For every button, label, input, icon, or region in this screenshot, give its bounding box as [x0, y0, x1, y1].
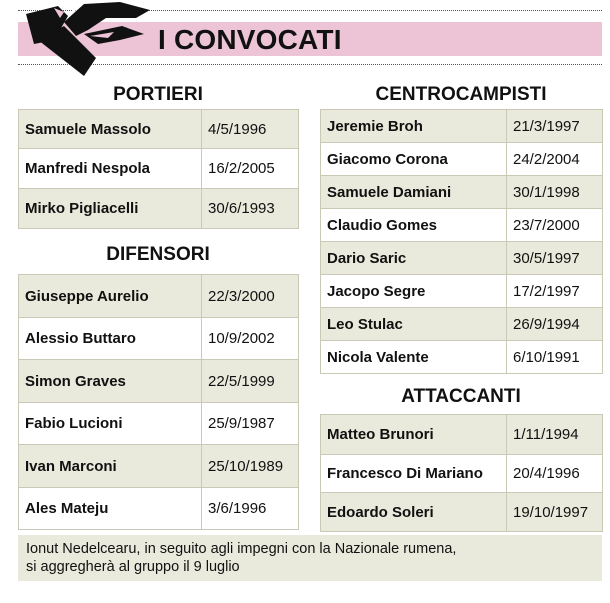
player-name: Francesco Di Mariano — [321, 455, 507, 493]
table-row — [19, 149, 299, 189]
table-row — [19, 189, 299, 229]
player-name: Giuseppe Aurelio — [19, 275, 202, 318]
table-row — [321, 308, 603, 341]
player-name: Dario Saric — [321, 242, 507, 275]
table-row — [19, 318, 299, 360]
table-centrocampisti — [320, 109, 603, 374]
table-portieri — [18, 109, 299, 229]
player-birthdate: 23/7/2000 — [507, 209, 603, 242]
player-name: Ivan Marconi — [19, 445, 202, 488]
player-name: Samuele Massolo — [19, 110, 202, 149]
table-row — [321, 176, 603, 209]
player-birthdate: 1/11/1994 — [507, 415, 603, 455]
table-row — [19, 360, 299, 403]
player-name: Nicola Valente — [321, 341, 507, 374]
player-birthdate: 24/2/2004 — [507, 143, 603, 176]
table-row — [19, 403, 299, 445]
player-birthdate: 3/6/1996 — [202, 488, 299, 530]
player-name: Claudio Gomes — [321, 209, 507, 242]
player-name: Simon Graves — [19, 360, 202, 403]
table-difensori — [18, 274, 299, 530]
table-row — [321, 415, 603, 455]
player-birthdate: 6/10/1991 — [507, 341, 603, 374]
page-title: I CONVOCATI — [158, 24, 342, 55]
section-title-attaccanti: ATTACCANTI — [401, 386, 521, 407]
table-row — [321, 455, 603, 493]
section-title-centrocampisti: CENTROCAMPISTI — [375, 84, 547, 105]
player-name: Giacomo Corona — [321, 143, 507, 176]
player-birthdate: 26/9/1994 — [507, 308, 603, 341]
player-birthdate: 30/5/1997 — [507, 242, 603, 275]
player-name: Edoardo Soleri — [321, 493, 507, 532]
player-name: Alessio Buttaro — [19, 318, 202, 360]
player-birthdate: 30/1/1998 — [507, 176, 603, 209]
player-birthdate: 20/4/1996 — [507, 455, 603, 493]
player-birthdate: 25/9/1987 — [202, 403, 299, 445]
table-row — [19, 445, 299, 488]
player-birthdate: 21/3/1997 — [507, 110, 603, 143]
player-birthdate: 22/3/2000 — [202, 275, 299, 318]
footnote-line: Ionut Nedelcearu, in seguito agli impegni con la Nazionale rumena, — [26, 541, 457, 557]
player-name: Fabio Lucioni — [19, 403, 202, 445]
table-row — [321, 209, 603, 242]
footnote — [18, 535, 602, 581]
player-birthdate: 19/10/1997 — [507, 493, 603, 532]
table-row — [321, 143, 603, 176]
player-name: Ales Mateju — [19, 488, 202, 530]
table-attaccanti — [320, 414, 603, 532]
player-name: Matteo Brunori — [321, 415, 507, 455]
player-birthdate: 4/5/1996 — [202, 110, 299, 149]
player-name: Samuele Damiani — [321, 176, 507, 209]
table-row — [321, 341, 603, 374]
footnote-line: si aggregherà al gruppo il 9 luglio — [26, 559, 240, 575]
player-birthdate: 16/2/2005 — [202, 149, 299, 189]
table-row — [321, 242, 603, 275]
table-row — [321, 275, 603, 308]
player-name: Leo Stulac — [321, 308, 507, 341]
section-title-portieri: PORTIERI — [113, 84, 203, 105]
eagle-logo-icon — [24, 0, 150, 82]
player-name: Mirko Pigliacelli — [19, 189, 202, 229]
section-title-difensori: DIFENSORI — [106, 244, 210, 265]
table-row — [19, 110, 299, 149]
table-row — [321, 110, 603, 143]
table-row — [321, 493, 603, 532]
player-birthdate: 10/9/2002 — [202, 318, 299, 360]
player-birthdate: 17/2/1997 — [507, 275, 603, 308]
player-birthdate: 22/5/1999 — [202, 360, 299, 403]
table-row — [19, 275, 299, 318]
player-name: Jacopo Segre — [321, 275, 507, 308]
player-name: Manfredi Nespola — [19, 149, 202, 189]
player-birthdate: 30/6/1993 — [202, 189, 299, 229]
table-row — [19, 488, 299, 530]
player-birthdate: 25/10/1989 — [202, 445, 299, 488]
player-name: Jeremie Broh — [321, 110, 507, 143]
